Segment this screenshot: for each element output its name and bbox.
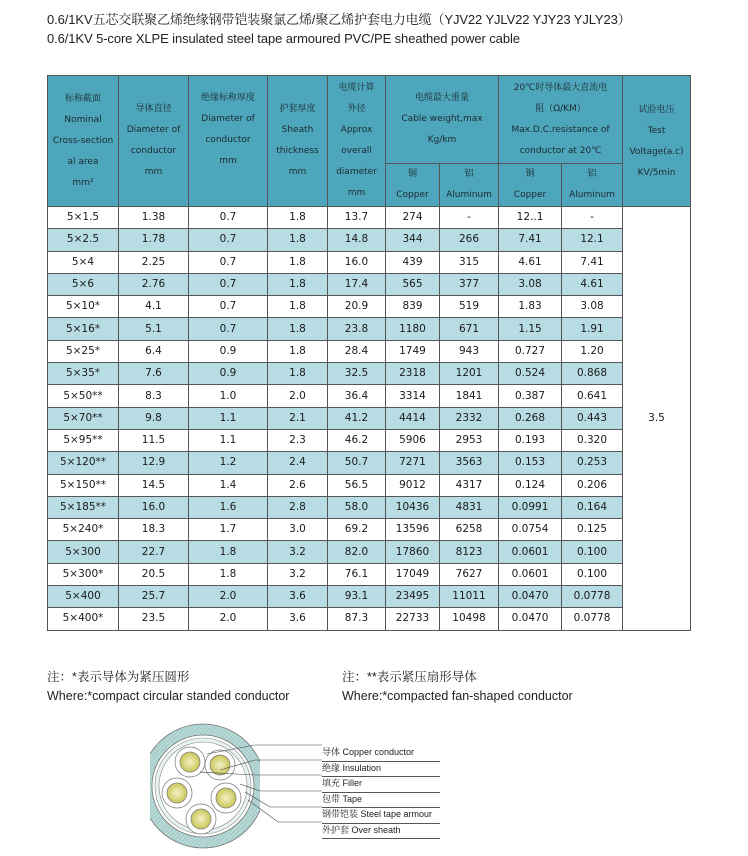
cell-insulation-thickness: 1.2 [189,452,268,474]
header-insulation-thickness: 绝缘标称厚度 Diameter of conductor mm [189,76,268,207]
header-sheath-thickness: 护套厚度 Sheath thickness mm [268,76,328,207]
cell-resistance-aluminum: 12.1 [562,229,623,251]
cell-resistance-copper: 0.727 [499,340,562,362]
cell-nominal-area: 5×185** [48,496,119,518]
cell-sheath-thickness: 1.8 [268,229,328,251]
cell-weight-aluminum: 4317 [440,474,499,496]
cell-weight-copper: 22733 [386,608,440,630]
cell-resistance-aluminum: 1.20 [562,340,623,362]
legend-insulation: 绝缘 Insulation [322,762,440,778]
cell-nominal-area: 5×16* [48,318,119,340]
cell-insulation-thickness: 0.7 [189,207,268,229]
cell-nominal-area: 5×150** [48,474,119,496]
cell-overall-diameter: 58.0 [328,496,386,518]
cell-conductor-diameter: 23.5 [119,608,189,630]
cell-nominal-area: 5×70** [48,407,119,429]
cell-overall-diameter: 14.8 [328,229,386,251]
cell-weight-aluminum: 671 [440,318,499,340]
cell-sheath-thickness: 3.2 [268,541,328,563]
cell-overall-diameter: 13.7 [328,207,386,229]
cell-insulation-thickness: 0.9 [189,340,268,362]
cell-resistance-copper: 4.61 [499,251,562,273]
cell-overall-diameter: 23.8 [328,318,386,340]
cell-sheath-thickness: 2.0 [268,385,328,407]
cell-overall-diameter: 93.1 [328,586,386,608]
cell-sheath-thickness: 1.8 [268,363,328,385]
cell-weight-aluminum: 7627 [440,563,499,585]
cell-resistance-copper: 0.0470 [499,586,562,608]
cell-weight-aluminum: 4831 [440,496,499,518]
header-nominal-area: 标称截面 Nominal Cross-section al area mm² [48,76,119,207]
cell-weight-aluminum: 1201 [440,363,499,385]
cell-overall-diameter: 56.5 [328,474,386,496]
cell-nominal-area: 5×2.5 [48,229,119,251]
cell-conductor-diameter: 9.8 [119,407,189,429]
cell-nominal-area: 5×25* [48,340,119,362]
cell-insulation-thickness: 1.6 [189,496,268,518]
table-row [48,452,691,474]
table-row [48,207,691,229]
cell-resistance-copper: 3.08 [499,273,562,295]
cell-weight-aluminum: - [440,207,499,229]
cell-weight-copper: 7271 [386,452,440,474]
cell-insulation-thickness: 1.8 [189,541,268,563]
cell-conductor-diameter: 5.1 [119,318,189,340]
table-row [48,586,691,608]
cell-resistance-aluminum: 0.443 [562,407,623,429]
header-cable-weight: 电缆最大重量 Cable weight,max Kg/km [386,76,499,164]
cell-weight-aluminum: 266 [440,229,499,251]
cell-resistance-copper: 0.387 [499,385,562,407]
table-row [48,407,691,429]
cell-sheath-thickness: 1.8 [268,251,328,273]
header-overall-diameter: 电缆计算 外径 Approx overall diameter mm [328,76,386,207]
cell-weight-copper: 17049 [386,563,440,585]
cell-insulation-thickness: 1.1 [189,407,268,429]
cell-sheath-thickness: 2.4 [268,452,328,474]
cell-resistance-aluminum: - [562,207,623,229]
cell-resistance-aluminum: 0.206 [562,474,623,496]
cell-sheath-thickness: 3.2 [268,563,328,585]
cell-weight-aluminum: 10498 [440,608,499,630]
cell-resistance-aluminum: 0.868 [562,363,623,385]
cell-insulation-thickness: 2.0 [189,586,268,608]
cell-weight-copper: 2318 [386,363,440,385]
page-title [47,10,631,48]
cell-resistance-aluminum: 0.641 [562,385,623,407]
header-conductor-diameter: 导体直径 Diameter of conductor mm [119,76,189,207]
table-row [48,519,691,541]
header-weight-copper: 铜 Copper [386,164,440,207]
cell-nominal-area: 5×10* [48,296,119,318]
cell-resistance-copper: 0.524 [499,363,562,385]
cell-insulation-thickness: 2.0 [189,608,268,630]
cell-overall-diameter: 36.4 [328,385,386,407]
cell-sheath-thickness: 2.8 [268,496,328,518]
cell-weight-copper: 839 [386,296,440,318]
legend-over-sheath: 外护套 Over sheath [322,824,440,840]
cell-conductor-diameter: 7.6 [119,363,189,385]
table-row [48,541,691,563]
cell-resistance-copper: 0.268 [499,407,562,429]
cell-overall-diameter: 41.2 [328,407,386,429]
cell-insulation-thickness: 0.7 [189,229,268,251]
cell-weight-copper: 17860 [386,541,440,563]
cell-overall-diameter: 82.0 [328,541,386,563]
cell-weight-copper: 1180 [386,318,440,340]
cell-nominal-area: 5×400* [48,608,119,630]
cell-sheath-thickness: 1.8 [268,273,328,295]
note-compact-circular: 注：*表示导体为紧压圆形 Where:*compact circular standed conductor [47,670,290,703]
table-row [48,385,691,407]
cell-resistance-aluminum: 3.08 [562,296,623,318]
cell-overall-diameter: 50.7 [328,452,386,474]
cell-sheath-thickness: 1.8 [268,207,328,229]
cell-conductor-diameter: 14.5 [119,474,189,496]
cell-conductor-diameter: 2.76 [119,273,189,295]
cell-nominal-area: 5×35* [48,363,119,385]
legend-tape: 包带 Tape [322,793,440,809]
cell-resistance-copper: 1.83 [499,296,562,318]
cell-sheath-thickness: 3.6 [268,608,328,630]
cell-sheath-thickness: 3.0 [268,519,328,541]
table-row [48,474,691,496]
cell-sheath-thickness: 2.6 [268,474,328,496]
cell-weight-aluminum: 2332 [440,407,499,429]
cell-resistance-copper: 0.193 [499,429,562,451]
cell-overall-diameter: 17.4 [328,273,386,295]
table-row [48,340,691,362]
cell-weight-aluminum: 943 [440,340,499,362]
cell-resistance-aluminum: 0.0778 [562,608,623,630]
table-row [48,608,691,630]
cell-conductor-diameter: 1.78 [119,229,189,251]
cell-nominal-area: 5×300* [48,563,119,585]
cell-conductor-diameter: 2.25 [119,251,189,273]
cell-insulation-thickness: 1.8 [189,563,268,585]
table-row [48,496,691,518]
note-fan-shaped: 注：**表示紧压扇形导体 Where:*compacted fan-shaped conductor [342,670,573,703]
cell-overall-diameter: 76.1 [328,563,386,585]
cell-weight-copper: 13596 [386,519,440,541]
cell-sheath-thickness: 1.8 [268,340,328,362]
header-dc-resistance: 20℃时导体最大直流电 阻（Ω/KM） Max.D.C.resistance of conductor at 20℃ [499,76,623,164]
title-chinese: 0.6/1KV五芯交联聚乙烯绝缘钢带铠装聚氯乙烯/聚乙烯护套电力电缆（YJV22 YJLV22 YJY23 YJLY23） [47,12,631,27]
cell-insulation-thickness: 1.1 [189,429,268,451]
cell-weight-copper: 23495 [386,586,440,608]
cell-conductor-diameter: 1.38 [119,207,189,229]
cell-conductor-diameter: 20.5 [119,563,189,585]
cell-weight-aluminum: 377 [440,273,499,295]
cell-conductor-diameter: 25.7 [119,586,189,608]
cell-conductor-diameter: 11.5 [119,429,189,451]
cell-insulation-thickness: 0.7 [189,251,268,273]
cell-nominal-area: 5×300 [48,541,119,563]
cell-resistance-aluminum: 4.61 [562,273,623,295]
cell-insulation-thickness: 0.7 [189,318,268,340]
legend-copper-conductor: 导体 Copper conductor [322,746,440,762]
cell-insulation-thickness: 0.9 [189,363,268,385]
cell-nominal-area: 5×50** [48,385,119,407]
cell-weight-copper: 5906 [386,429,440,451]
cell-overall-diameter: 20.9 [328,296,386,318]
cell-weight-copper: 10436 [386,496,440,518]
table-row [48,363,691,385]
cell-overall-diameter: 28.4 [328,340,386,362]
cell-resistance-copper: 12..1 [499,207,562,229]
cell-insulation-thickness: 0.7 [189,296,268,318]
cell-resistance-aluminum: 0.100 [562,563,623,585]
cell-resistance-copper: 0.0601 [499,563,562,585]
cell-resistance-copper: 0.0991 [499,496,562,518]
legend-steel-tape-armour: 钢带铠装 Steel tape armour [322,808,440,824]
cell-nominal-area: 5×120** [48,452,119,474]
diagram-legend [322,746,440,839]
cell-weight-copper: 3314 [386,385,440,407]
cell-resistance-copper: 0.153 [499,452,562,474]
cell-nominal-area: 5×6 [48,273,119,295]
cell-resistance-copper: 0.0754 [499,519,562,541]
cell-conductor-diameter: 8.3 [119,385,189,407]
cell-weight-copper: 274 [386,207,440,229]
cell-weight-aluminum: 11011 [440,586,499,608]
cell-resistance-aluminum: 0.320 [562,429,623,451]
cell-overall-diameter: 87.3 [328,608,386,630]
cell-resistance-aluminum: 0.100 [562,541,623,563]
header-resistance-copper: 铜 Copper [499,164,562,207]
cell-resistance-aluminum: 0.0778 [562,586,623,608]
cable-spec-table [47,75,691,631]
header-resistance-aluminum: 铝 Aluminum [562,164,623,207]
cell-weight-copper: 344 [386,229,440,251]
table-row [48,251,691,273]
cell-weight-aluminum: 6258 [440,519,499,541]
legend-filler: 填充 Filler [322,777,440,793]
cell-resistance-aluminum: 0.253 [562,452,623,474]
cell-weight-copper: 565 [386,273,440,295]
cell-resistance-copper: 0.124 [499,474,562,496]
cell-resistance-aluminum: 7.41 [562,251,623,273]
cell-weight-aluminum: 2953 [440,429,499,451]
cell-conductor-diameter: 12.9 [119,452,189,474]
table-row [48,318,691,340]
header-test-voltage: 试验电压 Test Voltage(a.c) KV/5min [623,76,691,207]
diagram-leader-lines [200,740,325,830]
cell-overall-diameter: 46.2 [328,429,386,451]
cell-overall-diameter: 16.0 [328,251,386,273]
cell-sheath-thickness: 2.1 [268,407,328,429]
cell-test-voltage: 3.5 [623,207,691,631]
cell-resistance-copper: 1.15 [499,318,562,340]
cell-weight-copper: 439 [386,251,440,273]
table-row [48,273,691,295]
cell-resistance-aluminum: 0.164 [562,496,623,518]
table-row [48,563,691,585]
cell-conductor-diameter: 16.0 [119,496,189,518]
cell-weight-aluminum: 1841 [440,385,499,407]
cell-conductor-diameter: 22.7 [119,541,189,563]
cell-overall-diameter: 32.5 [328,363,386,385]
cell-resistance-aluminum: 1.91 [562,318,623,340]
cell-insulation-thickness: 0.7 [189,273,268,295]
cell-weight-copper: 1749 [386,340,440,362]
cell-weight-copper: 4414 [386,407,440,429]
table-row [48,296,691,318]
cell-overall-diameter: 69.2 [328,519,386,541]
cell-conductor-diameter: 4.1 [119,296,189,318]
table-row [48,429,691,451]
title-english: 0.6/1KV 5-core XLPE insulated steel tape armoured PVC/PE sheathed power cable [47,31,520,46]
cell-sheath-thickness: 1.8 [268,318,328,340]
cell-insulation-thickness: 1.4 [189,474,268,496]
cell-sheath-thickness: 3.6 [268,586,328,608]
cell-weight-aluminum: 519 [440,296,499,318]
cell-nominal-area: 5×240* [48,519,119,541]
cell-nominal-area: 5×4 [48,251,119,273]
cell-resistance-aluminum: 0.125 [562,519,623,541]
header-weight-aluminum: 铝 Aluminum [440,164,499,207]
cell-resistance-copper: 0.0601 [499,541,562,563]
table-row [48,229,691,251]
cell-nominal-area: 5×1.5 [48,207,119,229]
cell-sheath-thickness: 1.8 [268,296,328,318]
cell-conductor-diameter: 6.4 [119,340,189,362]
cell-nominal-area: 5×400 [48,586,119,608]
cell-sheath-thickness: 2.3 [268,429,328,451]
cell-nominal-area: 5×95** [48,429,119,451]
cell-insulation-thickness: 1.0 [189,385,268,407]
cell-weight-aluminum: 315 [440,251,499,273]
cell-resistance-copper: 0.0470 [499,608,562,630]
cell-resistance-copper: 7.41 [499,229,562,251]
cell-weight-copper: 9012 [386,474,440,496]
cell-weight-aluminum: 8123 [440,541,499,563]
cell-conductor-diameter: 18.3 [119,519,189,541]
cell-weight-aluminum: 3563 [440,452,499,474]
cell-insulation-thickness: 1.7 [189,519,268,541]
